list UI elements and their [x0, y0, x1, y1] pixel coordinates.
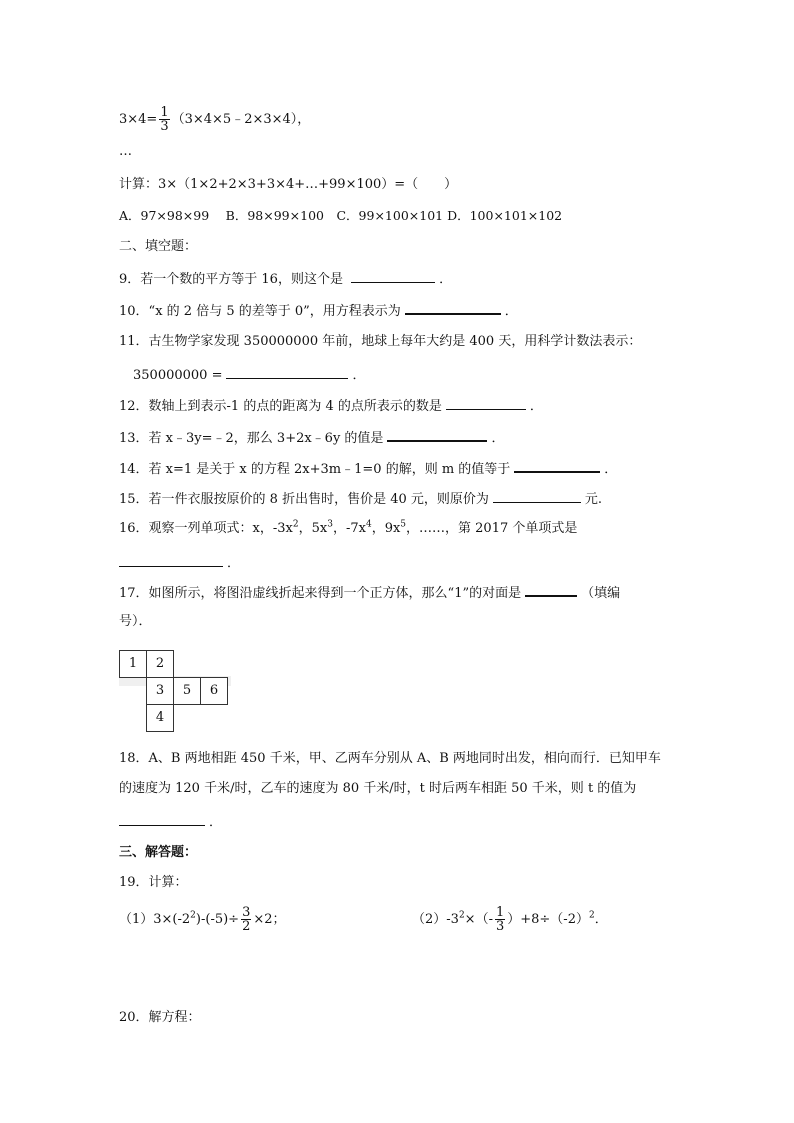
- q19-p1-numerator: 3: [242, 905, 251, 920]
- q16-exponent-4: 5: [400, 519, 407, 530]
- q11-answer-blank[interactable]: [226, 364, 348, 379]
- q19-p1-exponent: 2: [190, 910, 196, 921]
- q15-answer-blank[interactable]: [493, 488, 581, 503]
- q19-p2-exponent-2: 2: [588, 910, 595, 921]
- q19-p1-post: ×2；: [253, 912, 286, 927]
- q18-line3: [119, 811, 222, 833]
- q14-text: 14．若 x=1 是关于 x 的方程 2x+3m﹣1=0 的解，则 m 的值等于: [119, 462, 511, 477]
- q9: [119, 268, 452, 290]
- q17: [119, 581, 620, 604]
- q15-text-end: 元.: [584, 492, 603, 507]
- q16-text: 16．观察一列单项式：x，-3x: [119, 521, 293, 536]
- q19-p2-mid2: ）+8÷（-2）: [507, 912, 589, 927]
- q19-p1-fraction: [241, 906, 251, 933]
- q20-title: 20．解方程：: [119, 1010, 201, 1025]
- q8-formula-pre: 3×4=: [119, 112, 158, 127]
- q19-part2: [412, 906, 608, 933]
- q8-ellipsis: …: [119, 144, 132, 159]
- cube-net-cell: 5: [173, 677, 201, 705]
- q14: [119, 457, 617, 480]
- q17-text-end: （填编: [581, 586, 621, 601]
- q12-answer-blank[interactable]: [446, 395, 526, 410]
- q16-line2: [119, 552, 240, 574]
- q12: [119, 395, 543, 417]
- q13-answer-blank[interactable]: [387, 426, 487, 442]
- q11-line2: [133, 364, 365, 386]
- q16-exponent-2: 3: [327, 519, 333, 530]
- cube-net-cell: 2: [146, 650, 174, 678]
- q18-answer-blank[interactable]: [119, 811, 205, 826]
- q8-formula-line: [119, 106, 310, 133]
- q8-fraction-numerator: 1: [160, 105, 169, 120]
- q16-text-end: ，……，第 2017 个单项式是: [406, 521, 578, 536]
- q8-fraction: [159, 106, 169, 133]
- q15: [119, 488, 602, 510]
- q18-line1: 18．A、B 两地相距 450 千米，甲、乙两车分别从 A、B 两地同时出发，相向而行．已知甲车: [119, 751, 661, 766]
- q16-exponent-1: 2: [292, 519, 299, 530]
- section-2-title: 二、填空题：: [119, 239, 198, 254]
- cube-net-cell: 3: [146, 677, 174, 705]
- cube-net-cell: 6: [200, 677, 228, 705]
- q19-p2-numerator: 1: [495, 905, 505, 920]
- q16: [119, 519, 577, 539]
- q14-text-end: ．: [604, 462, 618, 477]
- q19-p2-pre: （2）-3: [412, 912, 459, 927]
- q16-term-2: ，5x: [298, 521, 328, 536]
- q9-text: 9．若一个数的平方等于 16，则这个是: [119, 272, 348, 287]
- q12-text: 12．数轴上到表示-1 的点的距离为 4 的点所表示的数是: [119, 399, 442, 414]
- q16-term-3: ，-7x: [332, 521, 366, 536]
- q19-p1-mid: )-(-5)÷: [195, 912, 240, 927]
- q11: 11．古生物学家发现 350000000 年前，地球上每年大约是 400 天，用科学计数法表示：: [119, 334, 642, 349]
- q8-options: A．97×98×99 B．98×99×100 C．99×100×101 D．100×101×102: [119, 208, 563, 223]
- q10-text-end: ．: [504, 304, 518, 319]
- q18-line3-end: ．: [209, 815, 223, 830]
- q19-p2-fraction: [495, 906, 505, 933]
- q8-compute: 计算：3×（1×2+2×3+3×4+…+99×100）=（ ）: [119, 177, 458, 192]
- q11-number: 350000000 =: [133, 368, 223, 383]
- q13-text-end: ．: [491, 431, 505, 446]
- section-3-title: 三、解答题：: [119, 845, 198, 860]
- q18-line2: 的速度为 120 千米/时，乙车的速度为 80 千米/时，t 时后两车相距 50 千米，则 t 的值为: [119, 781, 637, 796]
- q16-answer-blank[interactable]: [119, 552, 223, 567]
- q9-text-end: ．: [439, 272, 453, 287]
- cube-net-cell: 4: [146, 704, 174, 732]
- q19-p2-mid: ×（-: [464, 912, 493, 927]
- q9-answer-blank[interactable]: [351, 268, 435, 283]
- q16-term-4: ，9x: [371, 521, 401, 536]
- cube-net-figure: [119, 650, 231, 734]
- q11-text-end: ．: [352, 368, 366, 383]
- q19-p2-exponent: 2: [458, 910, 465, 921]
- q12-text-end: ．: [529, 399, 543, 414]
- q10-answer-blank[interactable]: [405, 299, 501, 315]
- q19-part1: [119, 906, 286, 933]
- q19-p2-post: ．: [594, 912, 608, 927]
- cube-net-cell: 1: [119, 650, 147, 678]
- q19-p2-denominator: 3: [495, 919, 505, 934]
- q10-text: 10．“x 的 2 倍与 5 的差等于 0”，用方程表示为: [119, 304, 401, 319]
- q16-exponent-3: 4: [365, 519, 372, 530]
- q17-answer-blank[interactable]: [525, 581, 577, 597]
- q14-answer-blank[interactable]: [514, 457, 600, 473]
- q13: [119, 426, 504, 449]
- q8-fraction-denominator: 3: [160, 119, 169, 134]
- q19-p1-pre: （1）3×(-2: [119, 912, 191, 927]
- q16-line2-end: ．: [227, 556, 241, 571]
- q15-text: 15．若一件衣服按原价的 8 折出售时，售价是 40 元，则原价为: [119, 492, 489, 507]
- q10: [119, 299, 518, 322]
- q13-text: 13．若 x﹣3y=﹣2，那么 3+2x﹣6y 的值是: [119, 431, 384, 446]
- q19-p1-denominator: 2: [242, 919, 251, 934]
- q17-text: 17．如图所示，将图沿虚线折起来得到一个正方体，那么“1”的对面是: [119, 586, 522, 601]
- q8-formula-post: （3×4×5﹣2×3×4），: [171, 112, 311, 127]
- q19-title: 19．计算：: [119, 875, 188, 890]
- q17-line2: 号）．: [119, 614, 152, 629]
